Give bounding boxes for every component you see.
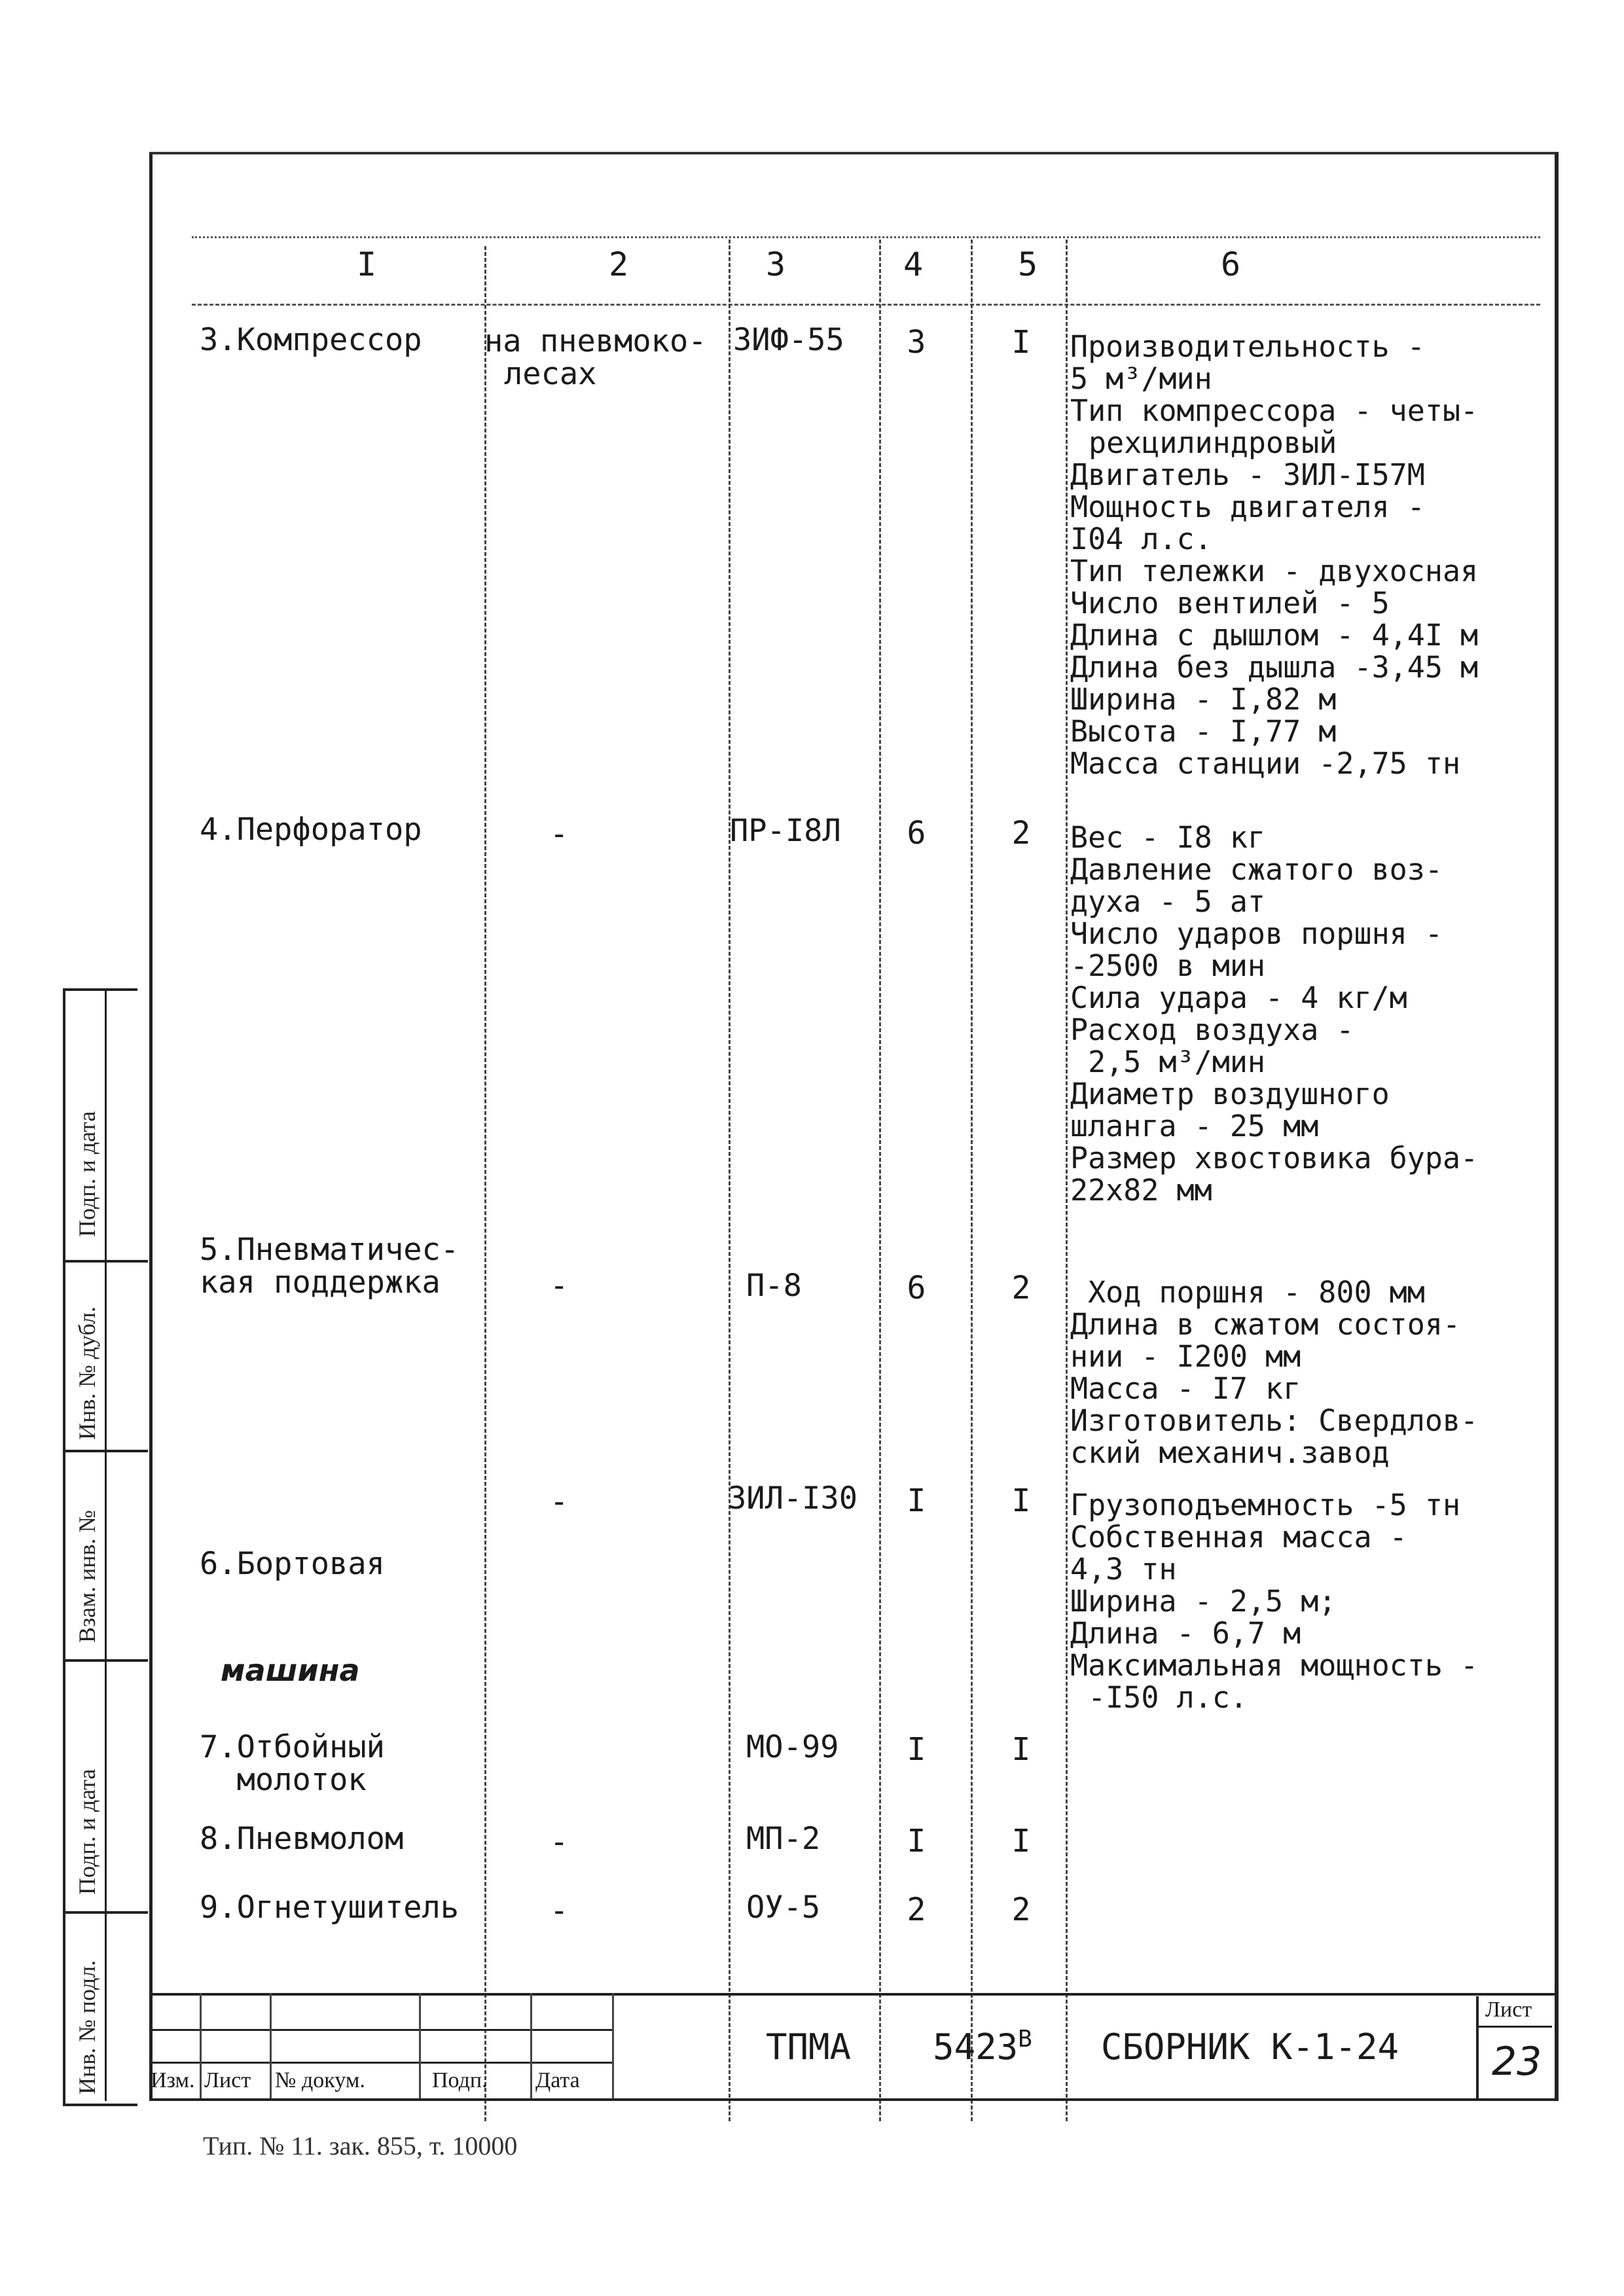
margin-label: Инв. № дубл. — [74, 1306, 100, 1440]
header-col-6: 6 — [1220, 245, 1241, 283]
col-divider-4 — [971, 240, 973, 2121]
header-col-4: 4 — [903, 245, 924, 283]
header-top-line — [192, 236, 1540, 238]
margin-label: Подп. и дата — [74, 1111, 100, 1237]
header-col-1: I — [356, 245, 377, 283]
header-col-5: 5 — [1017, 245, 1038, 283]
margin-row-line — [63, 1260, 148, 1263]
margin-label: Подп. и дата — [74, 1768, 100, 1895]
row-qty5: 2 — [1011, 1270, 1031, 1306]
row-brand: МО-99 — [746, 1729, 839, 1765]
row-qty4: 6 — [907, 815, 926, 852]
tb-label-izm: Изм. — [151, 2068, 195, 2092]
row-name: 6.Бортовая машина — [200, 1546, 385, 1688]
row-qty5: 2 — [1011, 815, 1031, 852]
row-type: - — [550, 1893, 569, 1929]
sheet-label: Лист — [1485, 1998, 1532, 2022]
row-qty5: I — [1011, 1823, 1031, 1859]
row-type: - — [550, 1824, 569, 1860]
title-block-row — [149, 2029, 614, 2031]
print-info: Тип. № 11. зак. 855, т. 10000 — [203, 2131, 518, 2161]
row-brand: ЗИФ-55 — [733, 322, 844, 358]
margin-stamp-divider — [105, 988, 107, 2101]
row-qty4: 2 — [907, 1892, 926, 1928]
row-type: на пневмоко- лесах — [484, 323, 707, 392]
title-block-bottom — [149, 2098, 1555, 2101]
tb-label-sign: Подп. — [432, 2068, 488, 2092]
row-type: - — [550, 1268, 569, 1304]
row-type: - — [550, 816, 569, 852]
row-name: 9.Огнетушитель — [200, 1890, 460, 1926]
row-qty5: 2 — [1011, 1892, 1031, 1928]
tb-label-list: Лист — [204, 2068, 251, 2092]
tb-label-doc: № докум. — [275, 2068, 365, 2092]
title-block-row — [149, 2062, 614, 2064]
row-name: 8.Пневмолом — [200, 1821, 404, 1857]
row-brand: МП-2 — [746, 1821, 821, 1857]
tb-divider — [530, 1993, 532, 2098]
header-divider — [192, 304, 1540, 306]
tb-label-date: Дата — [535, 2068, 580, 2092]
row-qty4: 6 — [907, 1270, 926, 1306]
col-divider-3 — [879, 240, 881, 2121]
row-qty4: I — [907, 1823, 926, 1859]
row-qty4: 3 — [907, 324, 926, 361]
row-spec: Грузоподъемность -5 тн Собственная масса - 4,3 тн Ширина - 2,5 м; Длина - 6,7 м Максимальная мощность - -I50 л.с. — [1070, 1488, 1479, 1715]
tb-divider — [200, 1993, 202, 2098]
tb-divider — [419, 1993, 421, 2098]
margin-row-line — [63, 1450, 148, 1452]
margin-row-line — [63, 1911, 148, 1914]
row-spec: Производительность - 5 м³/мин Тип компрессора - четы- рехцилиндровый Двигатель - ЗИЛ-I57М Мощность двигателя - I04 л.с. Тип тележки - двухосная Число вентилей - 5 Длина с дышлом - 4,4I м Длина без дышла -3,45 м Ширина - I,82 м Высота - I,77 м Масса станции -2,75 тн — [1070, 329, 1479, 781]
col-divider-2 — [729, 240, 731, 2121]
tb-divider — [612, 1993, 614, 2098]
document-code: ТПМА $5423^В$ СБОРНИК К-1-24 — [766, 2026, 1399, 2068]
row-name: 5.Пневматичес- кая поддержка — [200, 1232, 460, 1300]
row-type: - — [550, 1484, 569, 1520]
row-brand: ЗИЛ-I30 — [728, 1480, 858, 1516]
row-name: 3.Компрессор — [200, 322, 422, 358]
sheet-number: 23 — [1492, 2039, 1542, 2085]
header-col-2: 2 — [608, 245, 629, 283]
header-col-3: 3 — [765, 245, 786, 283]
row-qty5: I — [1011, 1731, 1031, 1768]
row-name: 4.Перфоратор — [200, 812, 422, 848]
row-qty5: I — [1011, 324, 1031, 361]
title-block-top — [149, 1993, 1555, 1996]
row-qty5: I — [1011, 1482, 1031, 1519]
row-qty4: I — [907, 1482, 926, 1519]
sheet-box — [1476, 1996, 1552, 2100]
row-brand: П-8 — [746, 1268, 802, 1304]
col-divider-5 — [1066, 240, 1068, 2121]
handwritten-note: машина — [221, 1653, 360, 1688]
row-spec: Ход поршня - 800 мм Длина в сжатом состоя- нии - I200 мм Масса - I7 кг Изготовитель: Свердлов- ский механич.завод — [1070, 1275, 1479, 1470]
margin-row-line — [63, 1659, 148, 1662]
col-divider-1 — [484, 246, 486, 2121]
margin-label: Взам. инв. № — [74, 1510, 100, 1643]
sheet-box-divider — [1479, 2026, 1552, 2028]
row-spec: Вес - I8 кг Давление сжатого воз- духа - 5 ат Число ударов поршня - -2500 в мин Сила удара - 4 кг/м Расход воздуха - 2,5 м³/мин Диаметр воздушного шланга - 25 мм Размер хвостовика бура- 22x82 мм — [1070, 820, 1479, 1208]
row-brand: ОУ-5 — [746, 1890, 821, 1926]
tb-divider — [270, 1993, 272, 2098]
row-name: 7.Отбойный молоток — [200, 1729, 385, 1798]
row-qty4: I — [907, 1731, 926, 1768]
margin-label: Инв. № подл. — [74, 1960, 100, 2094]
row-brand: ПР-I8Л — [730, 813, 841, 849]
